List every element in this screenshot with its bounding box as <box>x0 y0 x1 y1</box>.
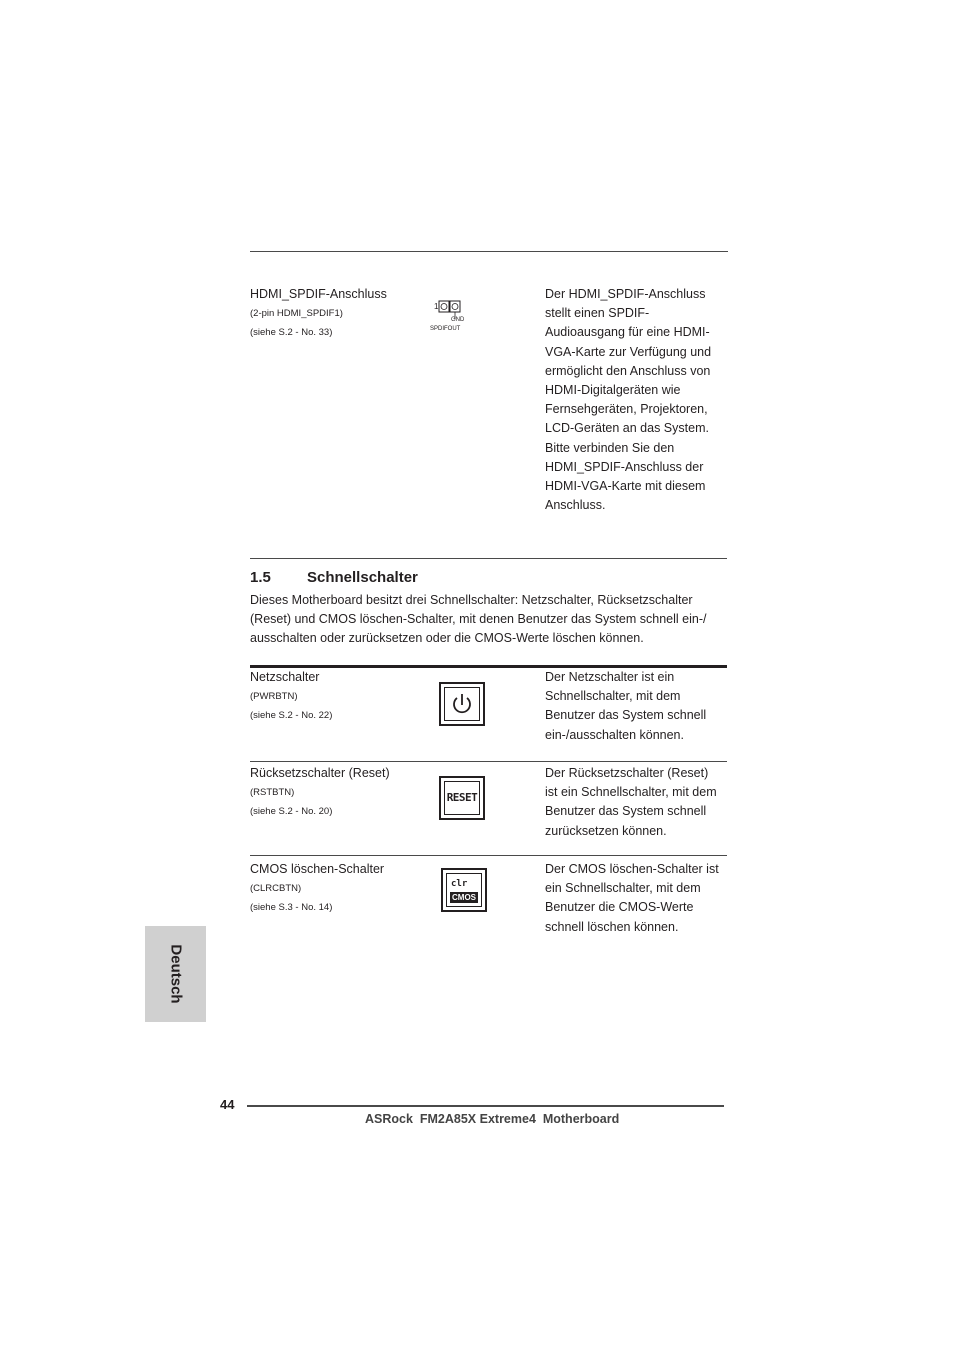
hdmi-spdif-description: Der HDMI_SPDIF-Anschluss stellt einen SPDIF- Audioausgang für eine HDMI- VGA-Karte zur Verfügung und ermöglicht den Anschluss von HDMI-Digitalgeräten wie Fernsehgeräten, Projektoren, LCD-Geräten an das System. Bitte verbinden Sie den HDMI_SPDIF-Anschluss der HDMI-VGA-Karte mit diesem Anschluss. <box>545 287 712 513</box>
switch-code: (CLRCBTN) <box>250 883 302 894</box>
power-icon <box>439 682 485 726</box>
reset-icon-text: RESET <box>446 791 478 804</box>
spdifout-label: SPDIFOUT <box>430 326 461 332</box>
switch-ref: (siehe S.2 - No. 20) <box>250 806 333 817</box>
section-number: 1.5 <box>250 569 271 586</box>
footer-rule <box>247 1105 724 1107</box>
switch-ref: (siehe S.2 - No. 22) <box>250 710 333 721</box>
language-side-tab-label: Deutsch <box>167 944 184 1004</box>
page-number: 44 <box>220 1097 235 1112</box>
switch-code: (RSTBTN) <box>250 787 295 798</box>
section-intro: Dieses Motherboard besitzt drei Schnellschalter: Netzschalter, Rücksetzschalter (Reset) und CMOS löschen-Schalter, mit denen Benutzer das System schnell ein-/ ausschalten oder zurücksetzen oder die CMOS-Werte löschen können. <box>250 593 707 645</box>
top-divider <box>250 251 728 252</box>
switch-name: Netzschalter <box>250 670 320 684</box>
switch-ref: (siehe S.3 - No. 14) <box>250 902 333 913</box>
reset-icon <box>439 776 485 820</box>
switch-name: CMOS löschen-Schalter <box>250 862 385 876</box>
gnd-label: GND <box>451 317 465 323</box>
hdmi-spdif-title: HDMI_SPDIF-Anschluss <box>250 287 387 301</box>
hdmi-spdif-pins: (2-pin HDMI_SPDIF1) <box>250 308 343 319</box>
switch-description: Der Rücksetzschalter (Reset) ist ein Schnellschalter, mit dem Benutzer das System schnell zurücksetzen können. <box>545 766 717 838</box>
row-divider <box>250 761 727 762</box>
pin-one-label: 1 <box>434 302 439 311</box>
switch-name: Rücksetzschalter (Reset) <box>250 766 390 780</box>
switch-code: (PWRBTN) <box>250 691 298 702</box>
clear-cmos-icon-top-text: clr <box>451 879 468 889</box>
hdmi-spdif-ref: (siehe S.2 - No. 33) <box>250 327 333 338</box>
language-side-tab <box>145 926 206 1022</box>
row-divider <box>250 855 727 856</box>
switch-description: Der CMOS löschen-Schalter ist ein Schnellschalter, mit dem Benutzer die CMOS-Werte schnell löschen können. <box>545 862 719 934</box>
footer-title: ASRock FM2A85X Extreme4 Motherboard <box>365 1112 620 1126</box>
section-title: Schnellschalter <box>307 569 418 586</box>
clear-cmos-icon <box>441 868 487 912</box>
switch-description: Der Netzschalter ist ein Schnellschalter, mit dem Benutzer das System schnell ein-/ausschalten können. <box>545 670 707 742</box>
section-divider <box>250 558 727 559</box>
clear-cmos-icon-bottom-text: CMOS <box>452 893 476 902</box>
hdmi-spdif-connector-diagram <box>428 298 472 334</box>
